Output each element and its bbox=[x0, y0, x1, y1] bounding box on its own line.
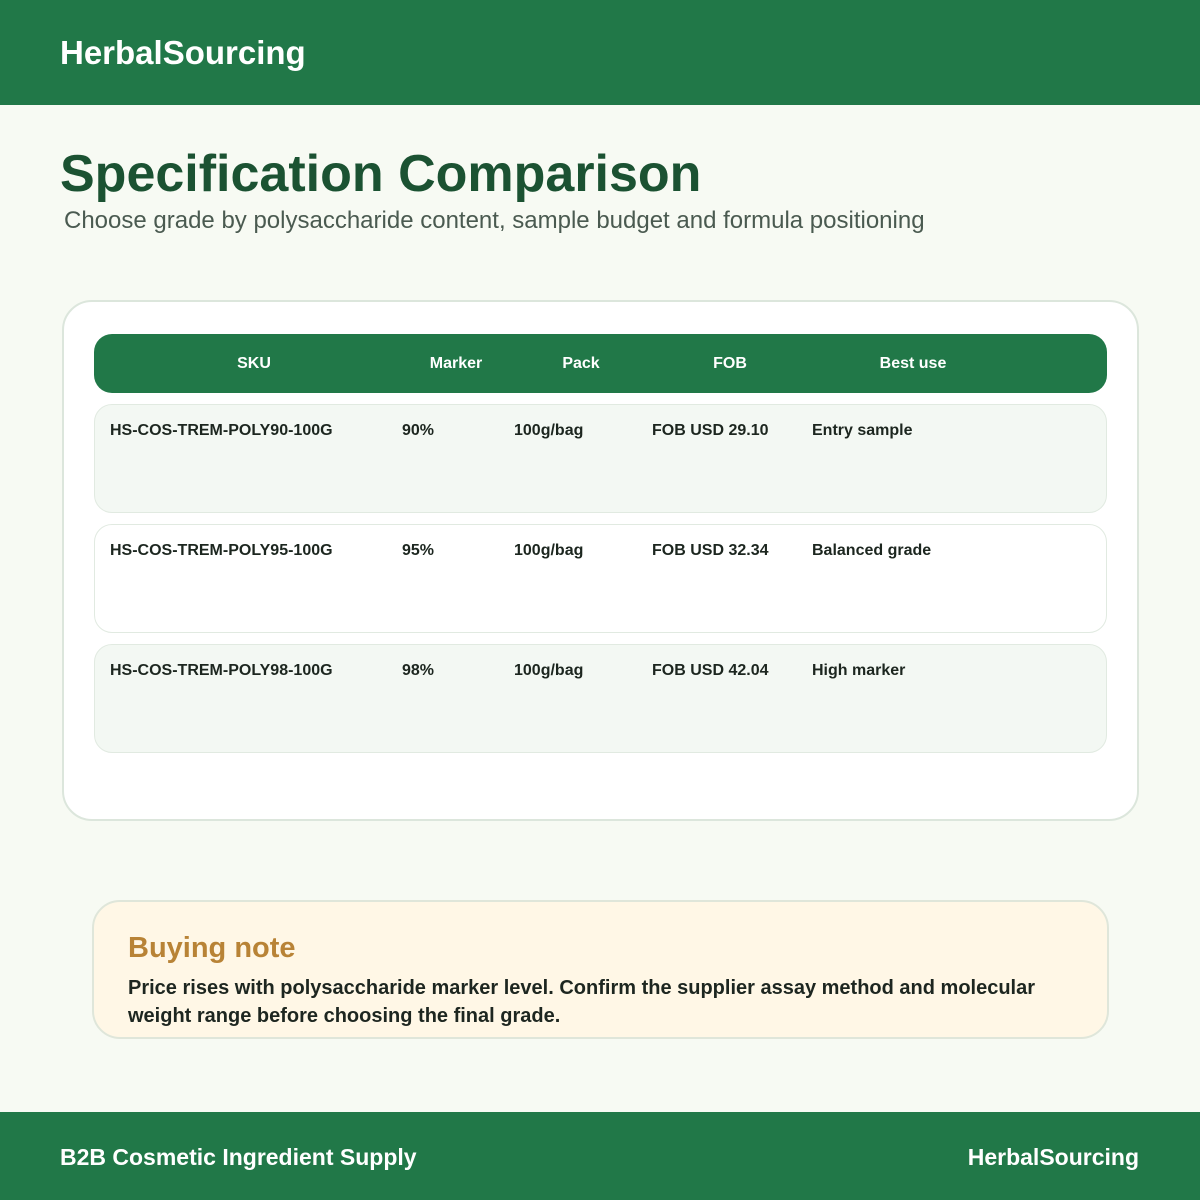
table-header bbox=[94, 334, 1107, 393]
cell-best-use: Balanced grade bbox=[812, 542, 932, 559]
cell-marker: 90% bbox=[402, 422, 435, 439]
footer-bar bbox=[0, 1112, 1200, 1200]
buying-note-title: Buying note bbox=[128, 932, 296, 964]
page-title: Specification Comparison bbox=[60, 145, 702, 203]
column-header-pack: Pack bbox=[562, 355, 600, 372]
cell-pack: 100g/bag bbox=[514, 542, 584, 559]
column-header-fob: FOB bbox=[713, 355, 747, 372]
column-header-marker: Marker bbox=[429, 355, 483, 372]
buying-note-text: Price rises with polysaccharide marker level. Confirm the supplier assay method and molecular weight range before choosing the final grade. bbox=[128, 977, 1036, 1027]
cell-sku: HS-COS-TREM-POLY95-100G bbox=[110, 542, 333, 559]
brand-logo-text[interactable]: HerbalSourcing bbox=[60, 34, 306, 71]
cell-fob: FOB USD 29.10 bbox=[652, 422, 769, 439]
cell-sku: HS-COS-TREM-POLY90-100G bbox=[110, 422, 333, 439]
table-row bbox=[94, 524, 1107, 633]
cell-marker: 95% bbox=[402, 542, 435, 559]
cell-fob: FOB USD 32.34 bbox=[652, 542, 769, 559]
table-row bbox=[94, 644, 1107, 753]
cell-sku: HS-COS-TREM-POLY98-100G bbox=[110, 662, 333, 679]
cell-pack: 100g/bag bbox=[514, 422, 584, 439]
page-subtitle: Choose grade by polysaccharide content, sample budget and formula positioning bbox=[64, 207, 925, 234]
header-bar bbox=[0, 0, 1200, 105]
column-header-best-use: Best use bbox=[879, 355, 947, 372]
footer-brand[interactable]: HerbalSourcing bbox=[967, 1144, 1139, 1170]
cell-fob: FOB USD 42.04 bbox=[652, 662, 769, 679]
cell-marker: 98% bbox=[402, 662, 435, 679]
cell-pack: 100g/bag bbox=[514, 662, 584, 679]
cell-best-use: Entry sample bbox=[812, 422, 913, 439]
footer-tagline: B2B Cosmetic Ingredient Supply bbox=[60, 1144, 417, 1170]
cell-best-use: High marker bbox=[812, 662, 906, 679]
table-row bbox=[94, 404, 1107, 513]
column-header-sku: SKU bbox=[237, 355, 271, 372]
buying-note-box bbox=[92, 900, 1109, 1039]
